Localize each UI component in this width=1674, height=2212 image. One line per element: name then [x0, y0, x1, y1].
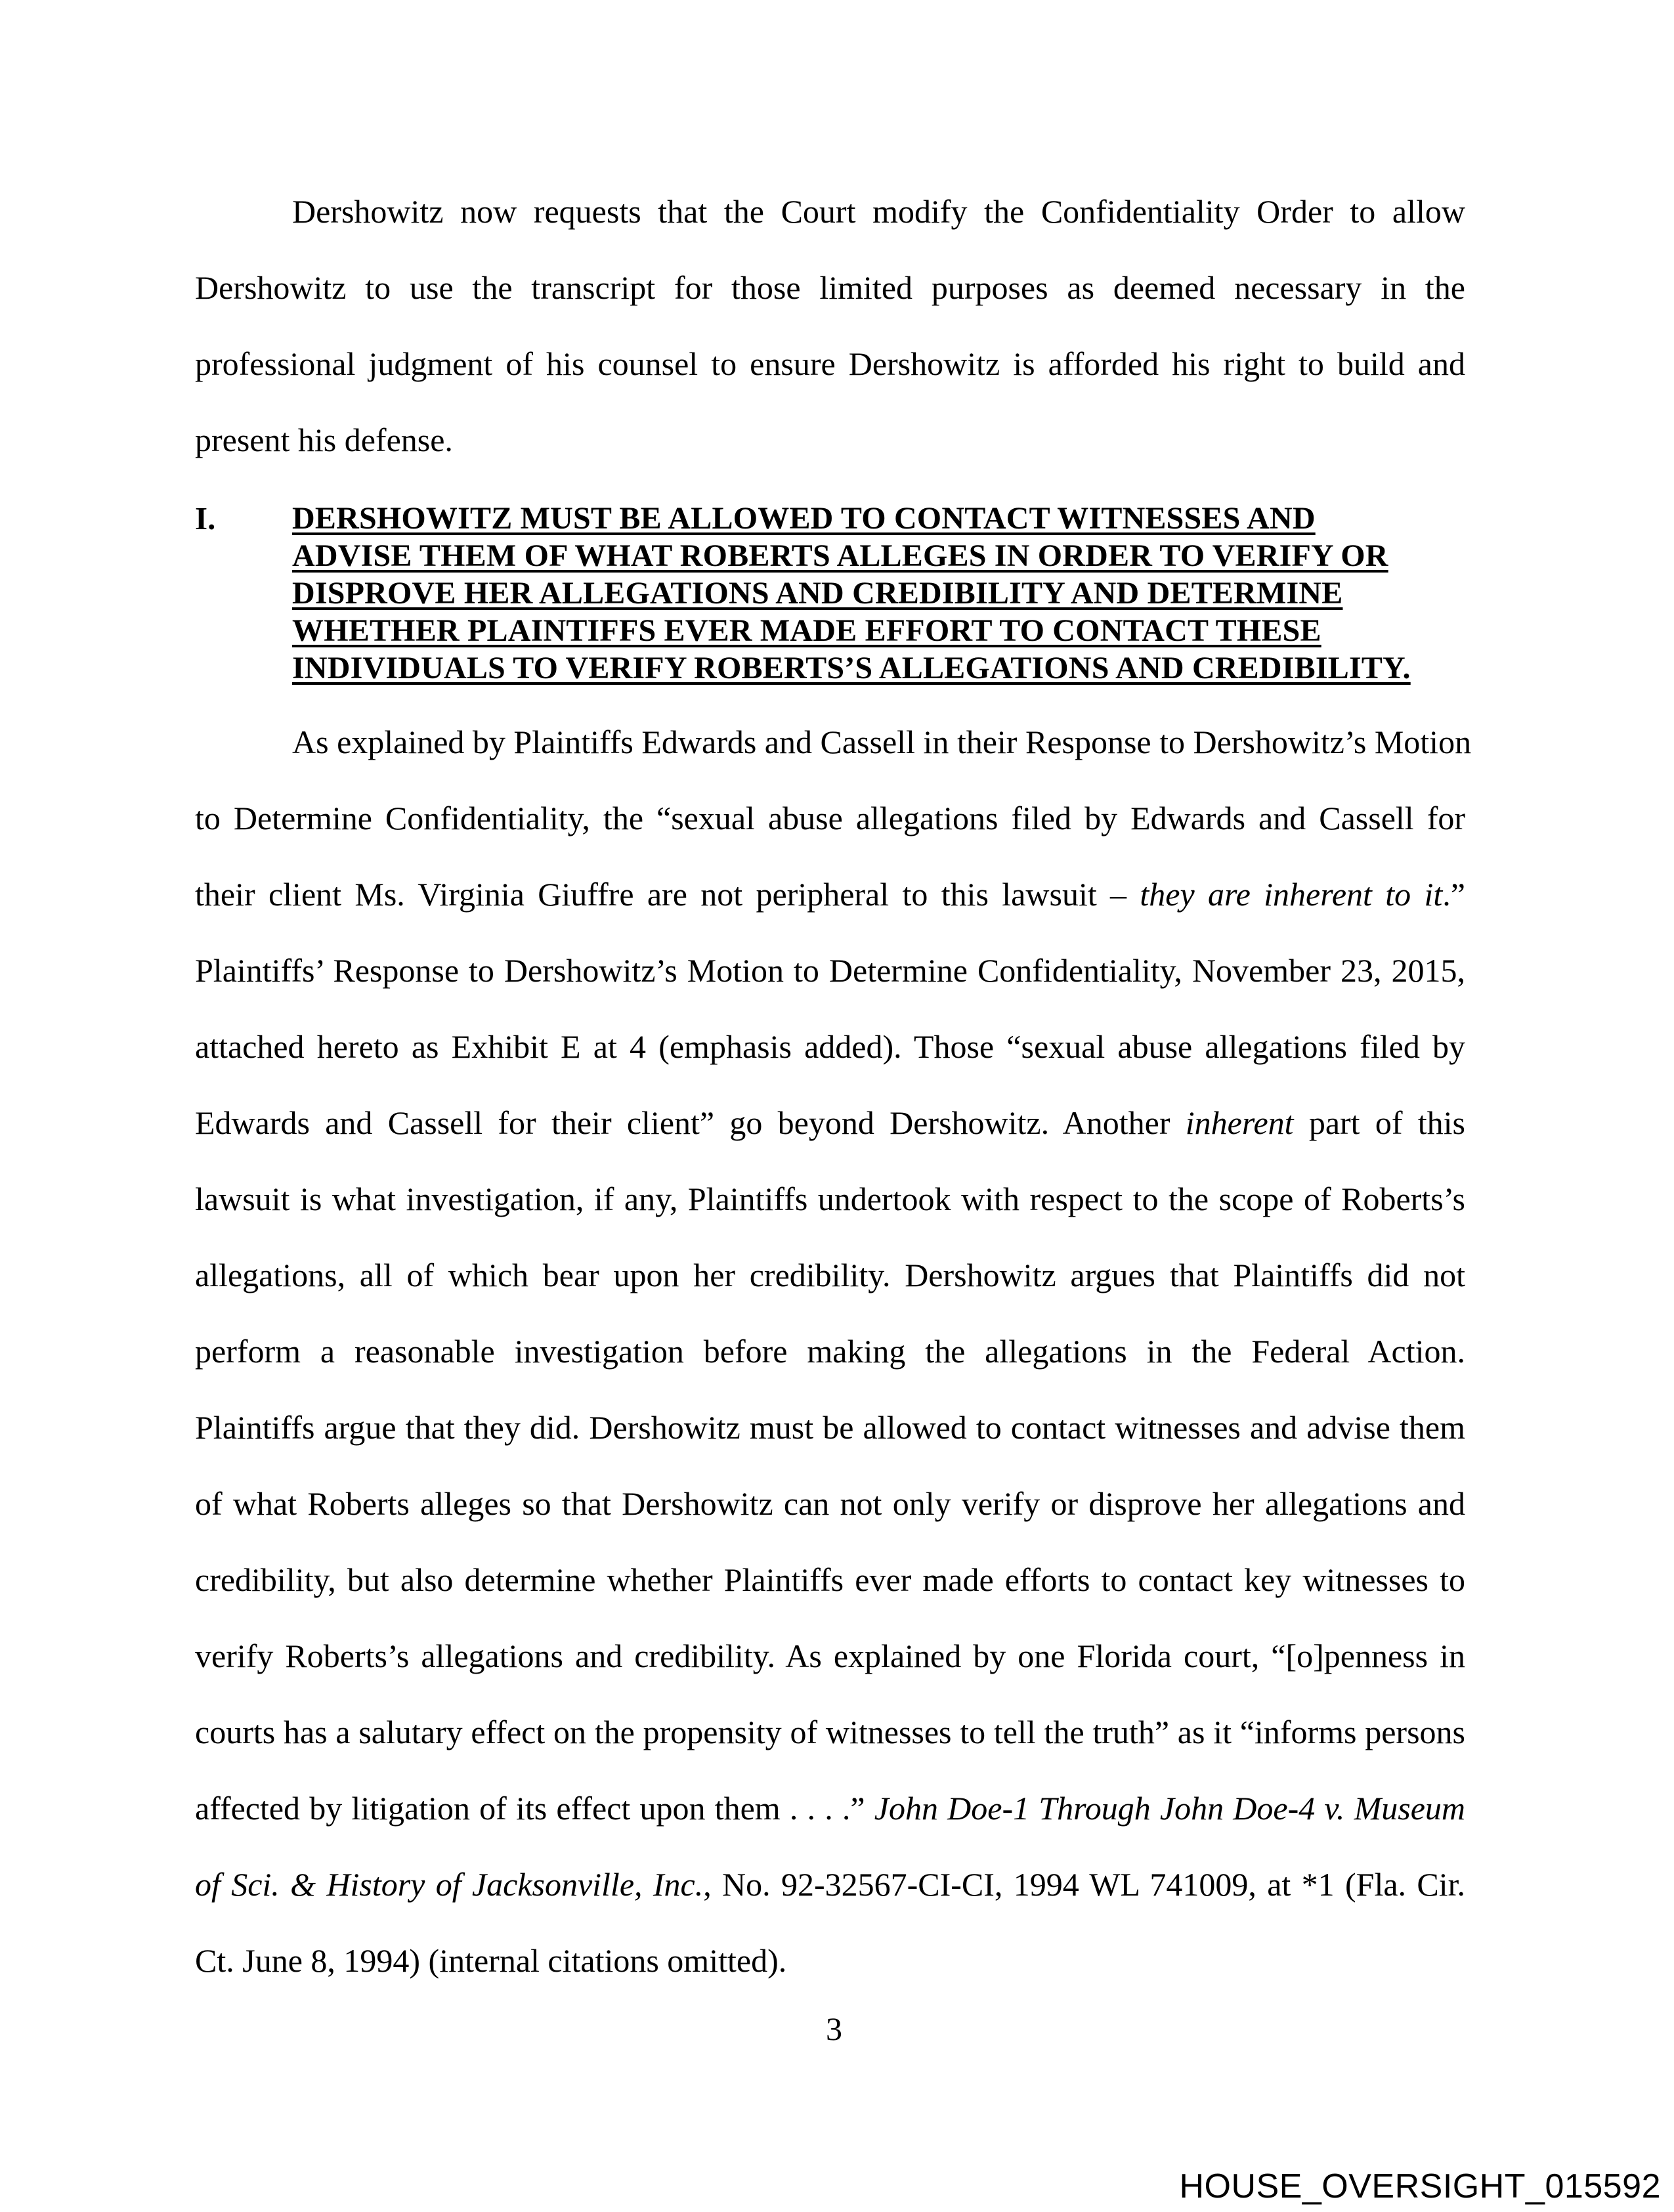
- page-number: 3: [826, 2010, 842, 2047]
- paragraph-2-line-15: [195, 1789, 1465, 1828]
- paragraph-2-line-8: allegations, all of which bear upon her credibility. Dershowitz argues that Plaintiffs did not: [195, 1257, 1465, 1293]
- heading-line-2: ADVISE THEM OF WHAT ROBERTS ALLEGES IN ORDER TO VERIFY OR: [292, 538, 1388, 573]
- paragraph-1-line-1: Dershowitz now requests that the Court modify the Confidentiality Order to allow: [292, 193, 1465, 230]
- paragraph-2-line-1: As explained by Plaintiffs Edwards and Cassell in their Response to Dershowitz’s Motion: [292, 724, 1472, 760]
- heading-line-5: INDIVIDUALS TO VERIFY ROBERTS’S ALLEGATIONS AND CREDIBILITY.: [292, 651, 1411, 685]
- text: .”: [1442, 876, 1465, 913]
- paragraph-2-line-17: Ct. June 8, 1994) (internal citations omitted).: [195, 1942, 787, 1979]
- text: affected by litigation of its effect upon them . . . .”: [195, 1790, 874, 1827]
- text: their client Ms. Virginia Giuffre are not peripheral to this lawsuit –: [195, 876, 1140, 913]
- heading-line-3: DISPROVE HER ALLEGATIONS AND CREDIBILITY AND DETERMINE: [292, 576, 1343, 611]
- heading-number: I.: [195, 500, 216, 536]
- text: part of this: [1293, 1104, 1465, 1141]
- paragraph-1-line-3: professional judgment of his counsel to ensure Dershowitz is afforded his right to build and: [195, 345, 1465, 382]
- paragraph-2-line-3: [195, 875, 1465, 914]
- case-citation: of Sci. & History of Jacksonville, Inc.: [195, 1866, 704, 1903]
- heading-line-1: DERSHOWITZ MUST BE ALLOWED TO CONTACT WITNESSES AND: [292, 501, 1316, 536]
- paragraph-1-line-2: Dershowitz to use the transcript for those limited purposes as deemed necessary in the: [195, 269, 1465, 306]
- paragraph-2-line-6: [195, 1103, 1465, 1142]
- case-citation: John Doe-1 Through John Doe-4 v. Museum: [874, 1790, 1465, 1827]
- text: Edwards and Cassell for their client” go beyond Dershowitz. Another: [195, 1104, 1186, 1141]
- paragraph-1-line-4: present his defense.: [195, 422, 453, 458]
- text: , No. 92-32567-CI-CI, 1994 WL 741009, at *1 (Fla. Cir.: [703, 1866, 1465, 1903]
- paragraph-2-line-16: [195, 1865, 1465, 1904]
- emphasis-text: inherent: [1185, 1104, 1294, 1141]
- paragraph-2-line-12: credibility, but also determine whether Plaintiffs ever made efforts to contact key witnesses to: [195, 1561, 1465, 1598]
- paragraph-2-line-14: courts has a salutary effect on the propensity of witnesses to tell the truth” as it “informs persons: [195, 1714, 1465, 1750]
- paragraph-2-line-10: Plaintiffs argue that they did. Dershowitz must be allowed to contact witnesses and advise them: [195, 1409, 1465, 1446]
- emphasis-text: they are inherent to it: [1140, 876, 1443, 913]
- paragraph-2-line-4: Plaintiffs’ Response to Dershowitz’s Motion to Determine Confidentiality, November 23, 2015,: [195, 952, 1465, 989]
- paragraph-2-line-2: to Determine Confidentiality, the “sexual abuse allegations filed by Edwards and Cassell for: [195, 800, 1465, 836]
- paragraph-2-line-11: of what Roberts alleges so that Dershowitz can not only verify or disprove her allegations and: [195, 1485, 1465, 1522]
- paragraph-2-line-7: lawsuit is what investigation, if any, Plaintiffs undertook with respect to the scope of Roberts’s: [195, 1181, 1465, 1217]
- heading-line-4: WHETHER PLAINTIFFS EVER MADE EFFORT TO CONTACT THESE: [292, 613, 1321, 648]
- paragraph-2-line-9: perform a reasonable investigation before making the allegations in the Federal Action.: [195, 1333, 1465, 1370]
- paragraph-2-line-5: attached hereto as Exhibit E at 4 (emphasis added). Those “sexual abuse allegations filed by: [195, 1028, 1465, 1065]
- paragraph-2-line-13: verify Roberts’s allegations and credibility. As explained by one Florida court, “[o]penness in: [195, 1637, 1465, 1674]
- bates-number: HOUSE_OVERSIGHT_015592: [1179, 2167, 1661, 2205]
